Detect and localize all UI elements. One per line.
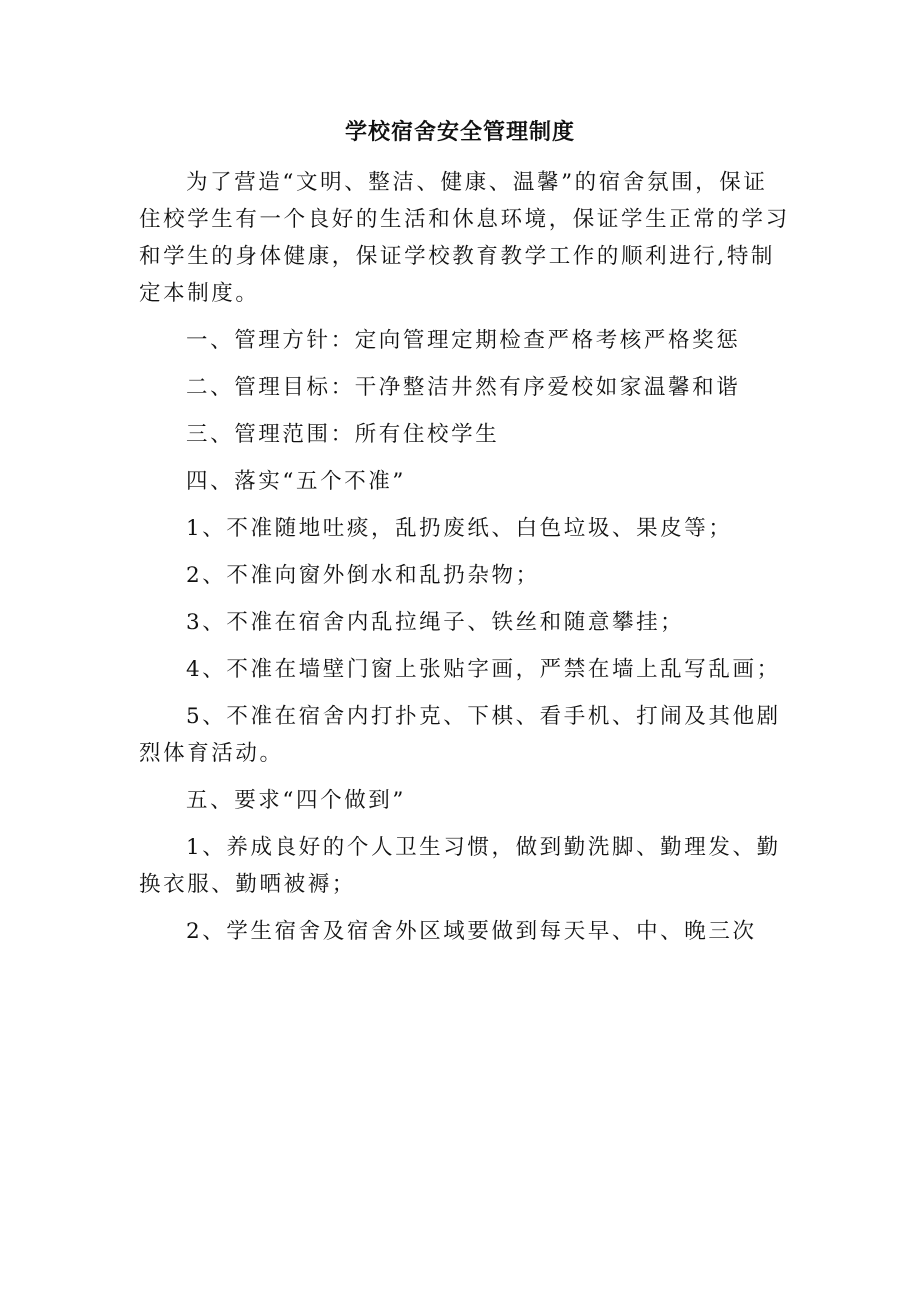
- prohibition-item-2: 2、不准向窗外倒水和乱扔杂物；: [186, 563, 540, 588]
- prohibition-item-3: 3、不准在宿舍内乱拉绳子、铁丝和随意攀挂；: [186, 610, 685, 635]
- document-body: [139, 164, 791, 960]
- policy-goal: 二、管理目标：干净整洁井然有序爱校如家温馨和谐: [186, 375, 741, 400]
- requirement-item-2: 2、学生宿舍及宿舍外区域要做到每天早、中、晚三次: [186, 919, 757, 944]
- requirement-item-1: 1、养成良好的个人卫生习惯，做到勤洗脚、勤理发、勤换衣服、勤晒被褥；: [139, 835, 781, 897]
- policy-scope: 三、管理范围：所有住校学生: [186, 422, 500, 447]
- prohibition-item-5: 5、不准在宿舍内打扑克、下棋、看手机、打闹及其他剧烈体育活动。: [139, 704, 781, 766]
- prohibition-item-4: 4、不准在墙壁门窗上张贴字画，严禁在墙上乱写乱画；: [186, 657, 781, 682]
- policy-guideline: 一、管理方针：定向管理定期检查严格考核严格奖惩: [186, 328, 741, 353]
- prohibition-item-1: 1、不准随地吐痰，乱扔废纸、白色垃圾、果皮等；: [186, 516, 733, 541]
- intro-paragraph: 为了营造“文明、整洁、健康、温馨”的宿舍氛围，保证住校学生有一个良好的生活和休息环境，保证学生正常的学习和学生的身体健康，保证学校教育教学工作的顺利进行,特制定本制度。: [139, 170, 790, 306]
- section-heading-five-prohibitions: 四、落实“五个不准”: [186, 469, 406, 494]
- section-heading-four-requirements: 五、要求“四个做到”: [186, 788, 406, 813]
- document-title: 学校宿舍安全管理制度: [344, 119, 575, 145]
